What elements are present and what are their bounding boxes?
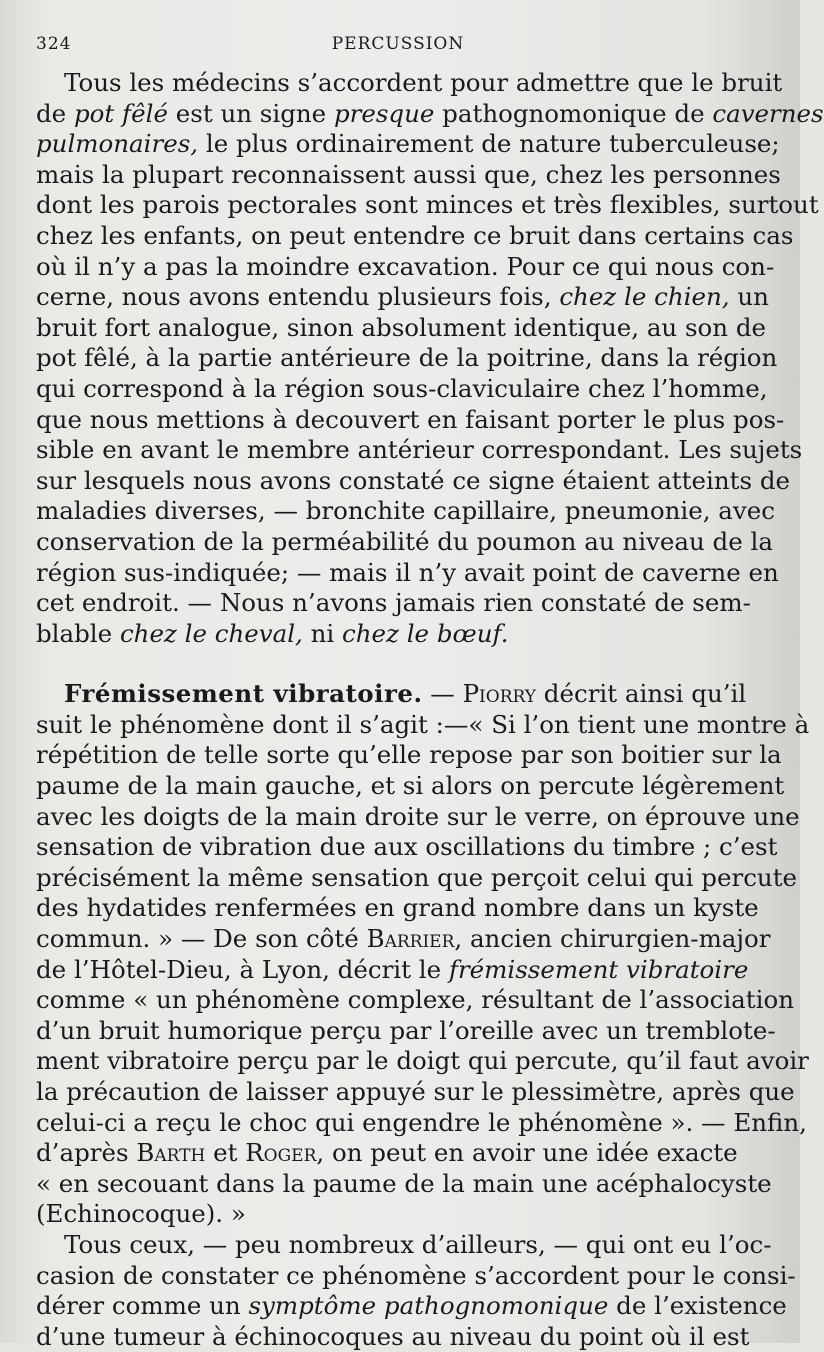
- text-run: répétition de telle sorte qu’elle repose par son boitier sur la: [36, 740, 782, 770]
- text-run: cet endroit. — Nous n’avons jamais rien constaté de sem-: [36, 588, 751, 618]
- text-run: dont les parois pectorales sont minces et très flexibles, surtout: [36, 190, 819, 220]
- text-run: et: [205, 1138, 246, 1168]
- text-run: dérer comme un: [36, 1291, 249, 1321]
- text-run: comme « un phénomène complexe, résultant de l’association: [36, 985, 794, 1015]
- text-run: blable: [36, 618, 120, 648]
- text-line: [36, 251, 775, 283]
- text-run: presque: [333, 98, 435, 128]
- text-run: conservation de la perméabilité du poumon au niveau de la: [36, 526, 773, 556]
- text-run: de: [36, 98, 74, 128]
- text-line: [36, 1260, 796, 1292]
- text-run: mais la plupart reconnaissent aussi que, chez les personnes: [36, 159, 781, 189]
- text-run: Frémissement vibratoire.: [64, 679, 423, 709]
- text-run: de l’Hôtel-Dieu, à Lyon, décrit le: [36, 954, 449, 984]
- text-line: [36, 709, 810, 741]
- text-line: [36, 1138, 738, 1169]
- text-run: est un signe: [167, 98, 334, 128]
- text-run: celui-ci a reçu le choc qui engendre le phénomène ». — Enfin,: [36, 1107, 807, 1137]
- text-line: [36, 1046, 809, 1077]
- text-run: d’après: [36, 1138, 137, 1168]
- text-run: bruit fort analogue, sinon absolument identique, au son de: [36, 312, 767, 342]
- text-run: « en secouant dans la paume de la main une acéphalocyste: [36, 1168, 772, 1198]
- text-line: [36, 220, 794, 252]
- text-line: [36, 557, 779, 589]
- text-line: [36, 1229, 772, 1261]
- page-number: 324: [36, 34, 72, 54]
- text-line: [36, 771, 785, 802]
- text-run: sensation de vibration due aux oscillations du timbre ; c’est: [36, 832, 778, 862]
- running-title: PERCUSSION: [331, 34, 465, 54]
- text-line: [36, 924, 771, 955]
- text-run: le plus ordinairement de nature tuberculeuse;: [198, 129, 780, 159]
- text-run: pot fêlé: [73, 98, 168, 128]
- text-line: [36, 619, 730, 650]
- body-text: [36, 68, 824, 1352]
- paragraph-fremissement-vibratoire: [36, 679, 810, 1230]
- text-run: Tous ceux, — peu nombreux d’ailleurs, — qui ont eu l’oc-: [64, 1229, 772, 1259]
- text-line: [36, 893, 759, 924]
- text-run: Roger: [245, 1138, 317, 1168]
- text-line: [36, 282, 769, 313]
- text-line: [36, 954, 749, 986]
- text-run: la précaution de laisser appuyé sur le plessimètre, après que: [36, 1077, 795, 1106]
- text-line: [36, 1015, 776, 1047]
- text-run: , ancien chirurgien-major: [454, 924, 771, 954]
- text-run: chez le cheval,: [119, 618, 303, 648]
- text-run: précisément la même sensation que perçoit celui qui percute: [36, 862, 798, 892]
- text-run: qui correspond à la région sous-claviculaire chez l’homme,: [36, 373, 768, 403]
- text-run: pot fêlé, à la partie antérieure de la poitrine, dans la région: [36, 343, 778, 373]
- text-run: décrit ainsi qu’il: [536, 679, 747, 709]
- text-run: un: [729, 282, 769, 312]
- text-line: [36, 68, 783, 99]
- text-run: frémissement vibratoire: [448, 954, 749, 984]
- text-line: [36, 98, 824, 130]
- text-line: [36, 404, 785, 436]
- paragraph-symptome: [36, 1229, 796, 1352]
- paragraph-pot-fele: [36, 68, 824, 649]
- text-line: [36, 588, 751, 619]
- text-line: [36, 1321, 750, 1352]
- text-run: Barth: [136, 1138, 206, 1168]
- text-run: paume de la main gauche, et si alors on percute légèrement: [36, 771, 785, 801]
- text-line: [36, 465, 790, 497]
- text-line: [36, 679, 747, 710]
- text-line: [36, 832, 778, 863]
- text-line: [36, 312, 767, 344]
- text-run: chez le chien,: [559, 282, 730, 312]
- text-line: [36, 740, 782, 771]
- text-run: suit le phénomène dont il s’agit :—« Si l’on tient une montre à: [36, 709, 810, 739]
- running-header: [36, 30, 760, 60]
- text-run: casion de constater ce phénomène s’accordent pour le consi-: [36, 1260, 796, 1290]
- text-run: d’un bruit humorique perçu par l’oreille avec un tremblote-: [36, 1015, 776, 1045]
- text-run: symptôme pathognomonique: [248, 1291, 609, 1321]
- text-line: [36, 129, 780, 160]
- text-run: cavernes: [712, 98, 824, 128]
- text-run: ni: [302, 618, 343, 648]
- text-line: [36, 159, 781, 191]
- text-run: pulmonaires,: [36, 129, 199, 159]
- text-run: région sus-indiquée; — mais il n’y avait point de caverne en: [36, 557, 779, 587]
- text-run: pathognomonique de: [434, 98, 713, 128]
- text-line: [36, 801, 800, 833]
- text-line: [36, 435, 803, 466]
- text-line: [36, 526, 773, 558]
- text-run: cerne, nous avons entendu plusieurs fois,: [36, 282, 560, 312]
- text-run: de l’existence: [608, 1291, 787, 1321]
- text-line: [36, 985, 794, 1016]
- text-run: chez le bœuf.: [342, 618, 509, 648]
- text-line: [36, 190, 819, 221]
- paragraph-gap: [36, 649, 730, 679]
- text-run: sur lesquels nous avons constaté ce signe étaient atteints de: [36, 465, 790, 495]
- text-run: commun. » — De son côté: [36, 924, 367, 954]
- text-line: [36, 496, 775, 527]
- text-run: chez les enfants, on peut entendre ce bruit dans certains cas: [36, 220, 794, 250]
- text-line: [36, 373, 768, 405]
- text-run: Tous les médecins s’accordent pour admettre que le bruit: [64, 68, 783, 97]
- text-run: —: [422, 679, 463, 709]
- text-run: ment vibratoire perçu par le doigt qui percute, qu’il faut avoir: [36, 1046, 809, 1076]
- text-line: [36, 1107, 807, 1139]
- text-line: [36, 1199, 730, 1230]
- text-run: sible en avant le membre antérieur correspondant. Les sujets: [36, 435, 803, 465]
- text-run: d’une tumeur à échinocoques au niveau du point où il est: [36, 1321, 750, 1351]
- text-run: maladies diverses, — bronchite capillaire, pneumonie, avec: [36, 496, 775, 526]
- text-run: où il n’y a pas la moindre excavation. Pour ce qui nous con-: [36, 251, 775, 281]
- text-run: Barrier: [366, 924, 455, 954]
- text-line: [36, 862, 798, 894]
- text-run: que nous mettions à decouvert en faisant porter le plus pos-: [36, 404, 785, 434]
- text-run: Piorry: [462, 679, 536, 709]
- text-run: (Echinocoque). »: [36, 1199, 246, 1229]
- text-line: [36, 1168, 772, 1200]
- text-run: avec les doigts de la main droite sur le verre, on éprouve une: [36, 801, 800, 831]
- text-run: des hydatides renfermées en grand nombre dans un kyste: [36, 893, 759, 923]
- text-line: [36, 1291, 787, 1322]
- text-line: [36, 1077, 795, 1108]
- text-line: [36, 343, 778, 374]
- text-run: , on peut en avoir une idée exacte: [316, 1138, 738, 1168]
